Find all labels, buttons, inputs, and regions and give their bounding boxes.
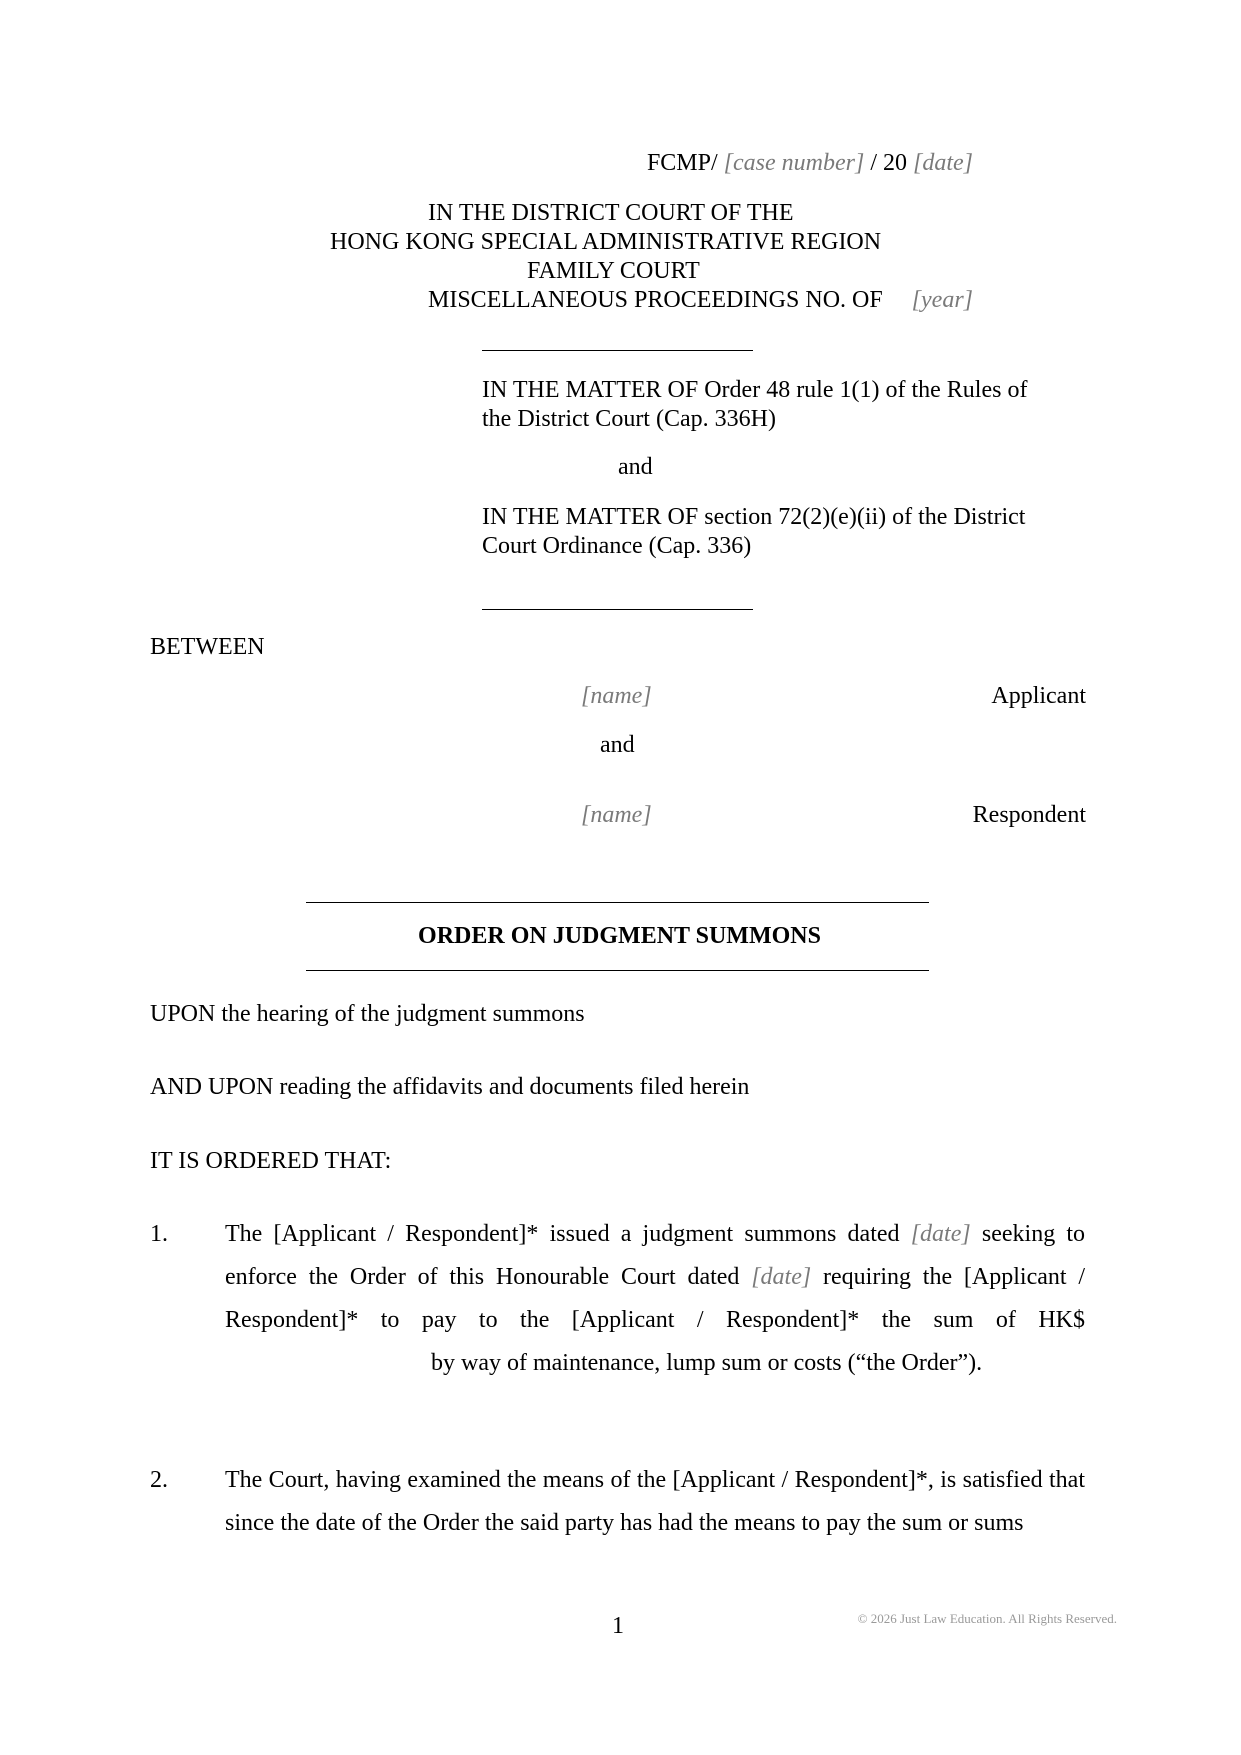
matters-and: and	[618, 454, 653, 480]
paragraph-2-number: 2.	[150, 1467, 168, 1493]
case-reference	[647, 149, 973, 177]
title-top-rule	[306, 902, 929, 903]
document-title	[0, 922, 1241, 950]
case-year-prefix: / 20	[870, 150, 907, 176]
matter1-line1: IN THE MATTER OF Order 48 rule 1(1) of the Rules of	[482, 377, 1028, 403]
paragraph-1-date2-placeholder[interactable]: [date]	[751, 1264, 812, 1290]
parties-and: and	[600, 732, 635, 758]
year-placeholder[interactable]: [year]	[911, 287, 973, 313]
matters-bottom-rule	[482, 609, 753, 610]
document-title-text: ORDER ON JUDGMENT SUMMONS	[418, 923, 821, 949]
recital-upon-reading: AND UPON reading the affidavits and documents filed herein	[150, 1074, 750, 1100]
paragraph-2: The Court, having examined the means of the [Applicant / Respondent]*, is satisfied that since the date of the Order the said party has had the means to pay the sum or sums	[225, 1467, 1085, 1536]
page-number: 1	[612, 1613, 624, 1639]
applicant-role: Applicant	[991, 683, 1086, 709]
paragraph-1-text-d: by way of maintenance, lump sum or costs (“the Order”).	[431, 1350, 983, 1376]
respondent-role: Respondent	[972, 802, 1086, 828]
copyright-notice: © 2026 Just Law Education. All Rights Reserved.	[857, 1611, 1117, 1626]
between-label: BETWEEN	[150, 634, 265, 660]
respondent-name-placeholder[interactable]: [name]	[581, 802, 652, 828]
matter2-line1: IN THE MATTER OF section 72(2)(e)(ii) of the District	[482, 504, 1026, 530]
paragraph-1-text-a: The [Applicant / Respondent]* issued a judgment summons dated	[225, 1221, 900, 1247]
ordered-heading: IT IS ORDERED THAT:	[150, 1148, 392, 1174]
recital-upon-hearing: UPON the hearing of the judgment summons	[150, 1001, 585, 1027]
paragraph-1	[225, 1213, 1085, 1385]
matters-top-rule	[482, 350, 753, 351]
applicant-name-placeholder[interactable]: [name]	[581, 683, 652, 709]
court-heading-line1: IN THE DISTRICT COURT OF THE	[428, 200, 794, 226]
matter1-line2: the District Court (Cap. 336H)	[482, 406, 776, 432]
paragraph-1-text-c: requiring the [Applicant / Respondent]* to pay to the [Applicant / Respondent]* the sum of HK$	[225, 1264, 1085, 1333]
case-date-placeholder[interactable]: [date]	[913, 150, 973, 176]
court-heading-line3: FAMILY COURT	[527, 258, 700, 284]
paragraph-1-number: 1.	[150, 1221, 168, 1247]
title-bottom-rule	[306, 970, 929, 971]
case-prefix: FCMP/	[646, 150, 718, 176]
court-heading-line4: MISCELLANEOUS PROCEEDINGS NO. OF	[428, 287, 883, 313]
paragraph-1-date1-placeholder[interactable]: [date]	[910, 1221, 971, 1247]
matter2-line2: Court Ordinance (Cap. 336)	[482, 533, 752, 559]
case-number-placeholder[interactable]: [case number]	[723, 150, 865, 176]
paragraph-1-text-b: seeking to enforce the Order of this Honourable Court dated	[225, 1221, 1086, 1290]
court-heading-line2: HONG KONG SPECIAL ADMINISTRATIVE REGION	[330, 229, 882, 255]
